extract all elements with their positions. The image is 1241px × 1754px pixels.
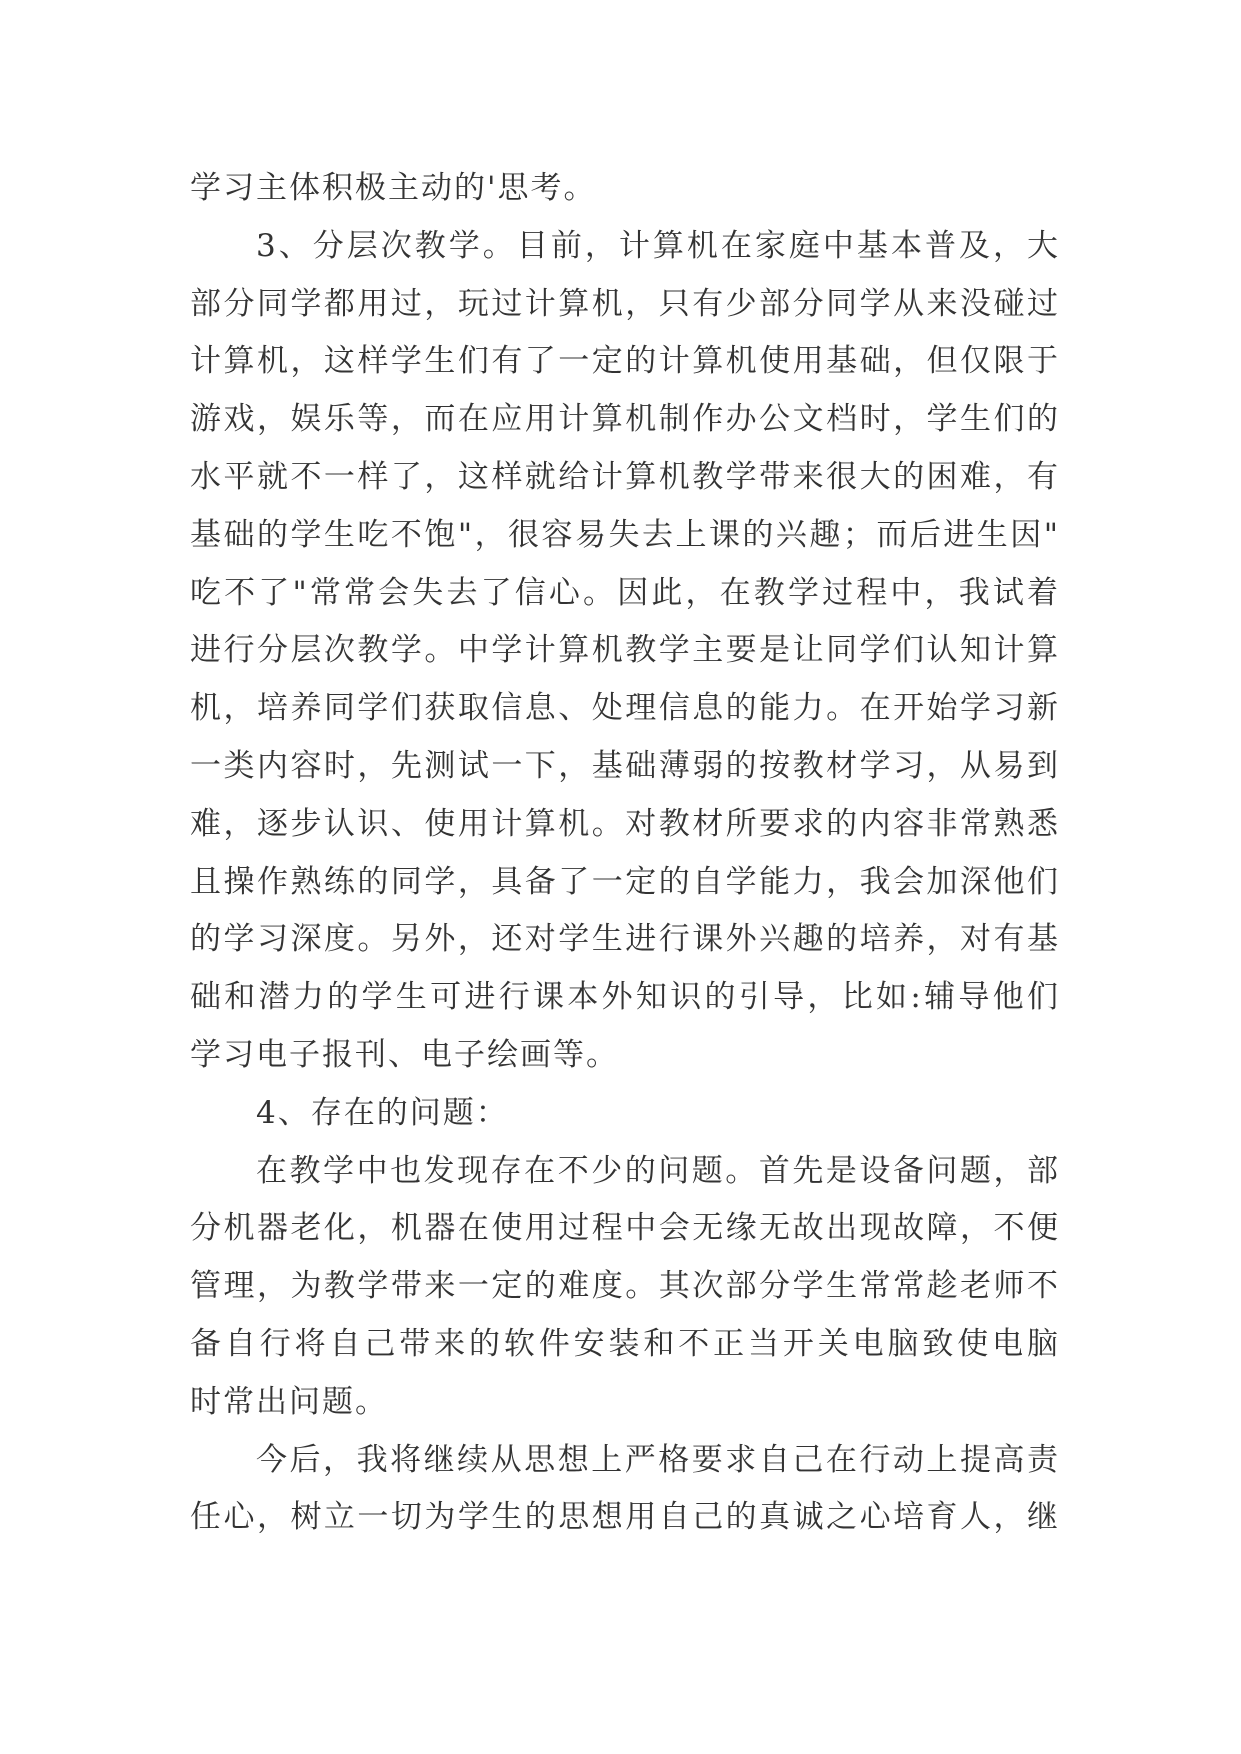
text-line: 学习主体积极主动的'思考。 — [190, 170, 597, 206]
text-line: 今后，我将继续从思想上严格要求自己在行动上提高责 — [256, 1441, 1060, 1478]
text-line: 基础的学生吃不饱"，很容易失去上课的兴趣；而后进生因" — [190, 516, 1060, 553]
body-text — [190, 160, 1060, 1547]
text-line: 时常出问题。 — [190, 1383, 388, 1420]
text-line: 进行分层次教学。中学计算机教学主要是让同学们认知计算 — [190, 632, 1060, 669]
text-line: 一类内容时，先测试一下，基础薄弱的按教材学习，从易到 — [190, 747, 1060, 784]
text-line: 吃不了"常常会失去了信心。因此，在教学过程中，我试着 — [190, 574, 1060, 611]
text-line: 机，培养同学们获取信息、处理信息的能力。在开始学习新 — [190, 690, 1060, 727]
text-line: 分机器老化，机器在使用过程中会无缘无故出现故障，不便 — [190, 1210, 1060, 1247]
text-line: 3、分层次教学。目前，计算机在家庭中基本普及，大 — [256, 227, 1060, 264]
text-line: 管理，为教学带来一定的难度。其次部分学生常常趁老师不 — [190, 1268, 1060, 1305]
text-line: 在教学中也发现存在不少的问题。首先是设备问题，部 — [256, 1152, 1060, 1189]
text-line: 4、存在的问题： — [256, 1094, 509, 1131]
text-line: 难，逐步认识、使用计算机。对教材所要求的内容非常熟悉 — [190, 805, 1060, 842]
text-line: 的学习深度。另外，还对学生进行课外兴趣的培养，对有基 — [190, 921, 1060, 958]
text-line: 备自行将自己带来的软件安装和不正当开关电脑致使电脑 — [190, 1325, 1060, 1362]
text-line: 学习电子报刊、电子绘画等。 — [190, 1036, 619, 1073]
text-line: 任心，树立一切为学生的思想用自己的真诚之心培育人，继 — [190, 1499, 1060, 1536]
text-line: 计算机，这样学生们有了一定的计算机使用基础，但仅限于 — [190, 343, 1060, 380]
text-line: 础和潜力的学生可进行课本外知识的引导，比如:辅导他们 — [190, 979, 1060, 1016]
text-line: 游戏，娱乐等，而在应用计算机制作办公文档时，学生们的 — [190, 401, 1060, 438]
text-line: 部分同学都用过，玩过计算机，只有少部分同学从来没碰过 — [190, 285, 1060, 322]
text-line: 且操作熟练的同学，具备了一定的自学能力，我会加深他们 — [190, 863, 1060, 900]
text-line: 水平就不一样了，这样就给计算机教学带来很大的困难，有 — [190, 458, 1060, 495]
